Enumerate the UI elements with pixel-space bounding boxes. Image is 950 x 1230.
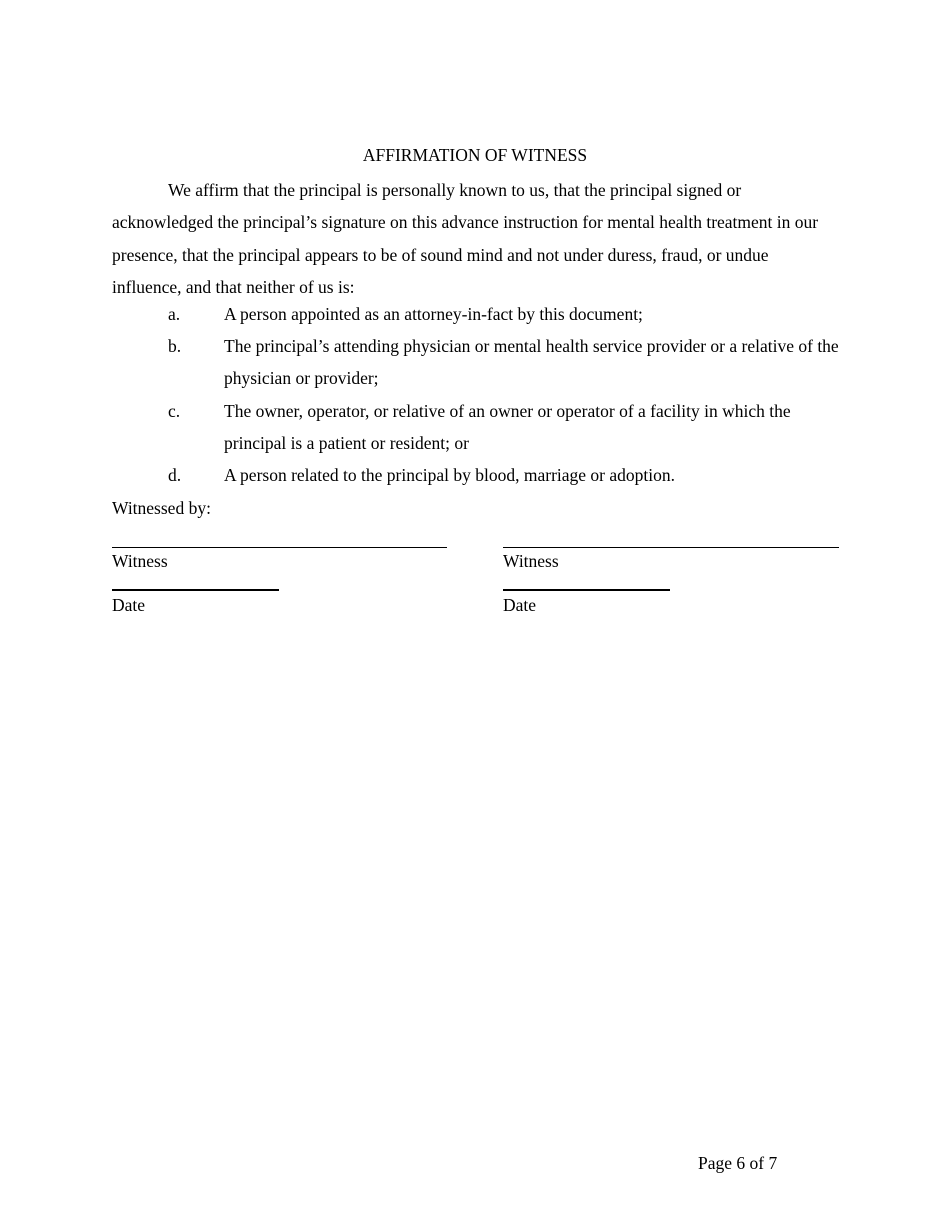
list-item xyxy=(168,395,840,460)
list-marker: b. xyxy=(168,336,182,356)
list-item-text: A person related to the principal by blood, marriage or adoption. xyxy=(224,465,675,485)
date-2-line[interactable] xyxy=(503,589,670,591)
witnessed-by-label: Witnessed by: xyxy=(112,498,211,518)
list-item xyxy=(168,459,840,491)
list-marker: c. xyxy=(168,401,181,421)
list-item xyxy=(168,330,840,395)
date-1-label: Date xyxy=(112,595,146,615)
date-1-line[interactable] xyxy=(112,589,279,591)
witness-2-label: Witness xyxy=(503,551,559,571)
list-item xyxy=(168,298,840,330)
intro-paragraph: We affirm that the principal is personally known to us, that the principal signed or acknowledged the principal’s signature on this advance instruction for mental health treatment in our presence, that the principal appears to be of sound mind and not under duress, fraud, or undue influence, and that neither of us is: xyxy=(112,180,819,297)
witness-1-signature-line[interactable] xyxy=(112,547,447,548)
list-marker: a. xyxy=(168,304,181,324)
date-2-label: Date xyxy=(503,595,537,615)
witness-2-signature-line[interactable] xyxy=(503,547,839,548)
page-number: Page 6 of 7 xyxy=(698,1153,778,1173)
list-item-text: The principal’s attending physician or mental health service provider or a relative of the physician or provider; xyxy=(224,336,839,389)
list-item-text: A person appointed as an attorney-in-fact by this document; xyxy=(224,304,643,324)
witness-1-label: Witness xyxy=(112,551,168,571)
list-item-text: The owner, operator, or relative of an owner or operator of a facility in which the principal is a patient or resident; or xyxy=(224,401,791,454)
document-title: AFFIRMATION OF WITNESS xyxy=(362,145,588,165)
list-marker: d. xyxy=(168,465,182,485)
